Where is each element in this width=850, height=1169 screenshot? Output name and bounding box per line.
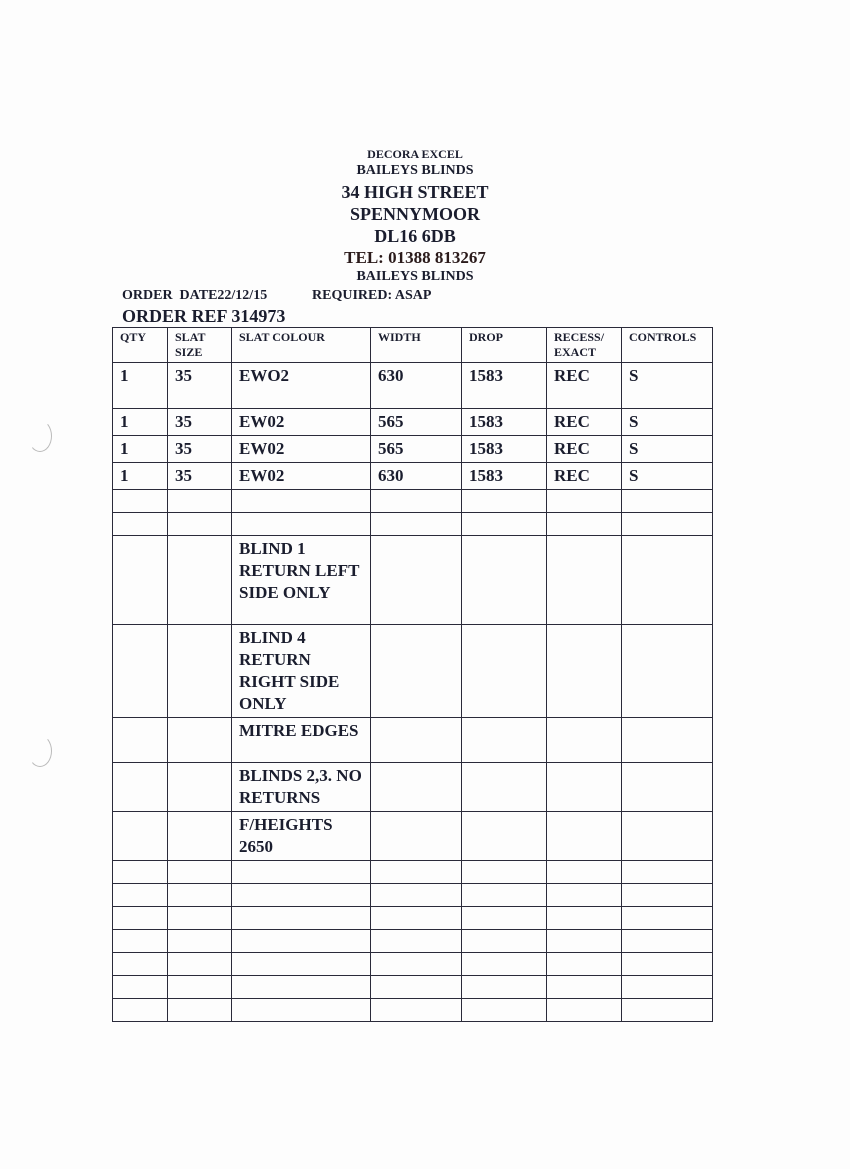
empty-row (113, 861, 713, 884)
note-text: BLIND 4 RETURN RIGHT SIDE ONLY (232, 625, 371, 718)
slat-colour-cell: EW02 (232, 463, 371, 490)
address-postcode: DL16 6DB (374, 226, 456, 246)
empty-row (113, 907, 713, 930)
table-row (113, 463, 713, 490)
note-row (113, 625, 713, 718)
empty-row (113, 953, 713, 976)
slat-colour-cell: EWO2 (232, 363, 371, 409)
note-text: F/HEIGHTS 2650 (232, 812, 371, 861)
drop-cell: 1583 (462, 409, 547, 436)
note-row (113, 763, 713, 812)
slat-colour-cell: EW02 (232, 436, 371, 463)
width-cell: 630 (371, 363, 462, 409)
controls-cell: S (622, 409, 713, 436)
controls-cell: S (622, 363, 713, 409)
empty-row (113, 999, 713, 1022)
width-cell: 565 (371, 436, 462, 463)
table-header-row (113, 328, 713, 363)
slat-size-cell: 35 (168, 409, 232, 436)
qty-cell: 1 (113, 409, 168, 436)
empty-row (113, 884, 713, 907)
controls-cell: S (622, 463, 713, 490)
company-name-footer: BAILEYS BLINDS (356, 269, 474, 284)
order-table (112, 327, 713, 1022)
company-name: BAILEYS BLINDS (356, 163, 474, 178)
slat-colour-cell: EW02 (232, 409, 371, 436)
note-row (113, 812, 713, 861)
note-row (113, 536, 713, 625)
empty-row (113, 490, 713, 513)
column-header: DROP (462, 328, 547, 363)
column-header: SLAT SIZE (168, 328, 232, 363)
column-header: QTY (113, 328, 168, 363)
brand-name: DECORA EXCEL (367, 147, 463, 161)
order-ref: ORDER REF 314973 (122, 306, 286, 326)
controls-cell: S (622, 436, 713, 463)
qty-cell: 1 (113, 463, 168, 490)
punch-hole (28, 735, 52, 767)
table-row (113, 409, 713, 436)
width-cell: 565 (371, 409, 462, 436)
slat-size-cell: 35 (168, 463, 232, 490)
note-text: BLINDS 2,3. NO RETURNS (232, 763, 371, 812)
note-text: MITRE EDGES (232, 718, 371, 763)
column-header: CONTROLS (622, 328, 713, 363)
table-row (113, 436, 713, 463)
address-town: SPENNYMOOR (350, 204, 480, 224)
drop-cell: 1583 (462, 436, 547, 463)
recess-cell: REC (547, 363, 622, 409)
qty-cell: 1 (113, 363, 168, 409)
empty-row (113, 976, 713, 999)
order-date: ORDER DATE22/12/15 (122, 288, 268, 303)
required-date: REQUIRED: ASAP (312, 288, 432, 303)
slat-size-cell: 35 (168, 436, 232, 463)
recess-cell: REC (547, 463, 622, 490)
address-street: 34 HIGH STREET (341, 182, 489, 202)
qty-cell: 1 (113, 436, 168, 463)
drop-cell: 1583 (462, 363, 547, 409)
column-header: RECESS/ EXACT (547, 328, 622, 363)
telephone: TEL: 01388 813267 (344, 248, 486, 267)
table-row (113, 363, 713, 409)
drop-cell: 1583 (462, 463, 547, 490)
column-header: SLAT COLOUR (232, 328, 371, 363)
punch-hole (28, 420, 52, 452)
note-text: BLIND 1 RETURN LEFT SIDE ONLY (232, 536, 371, 625)
note-row (113, 718, 713, 763)
empty-row (113, 513, 713, 536)
width-cell: 630 (371, 463, 462, 490)
recess-cell: REC (547, 436, 622, 463)
empty-row (113, 930, 713, 953)
slat-size-cell: 35 (168, 363, 232, 409)
column-header: WIDTH (371, 328, 462, 363)
recess-cell: REC (547, 409, 622, 436)
